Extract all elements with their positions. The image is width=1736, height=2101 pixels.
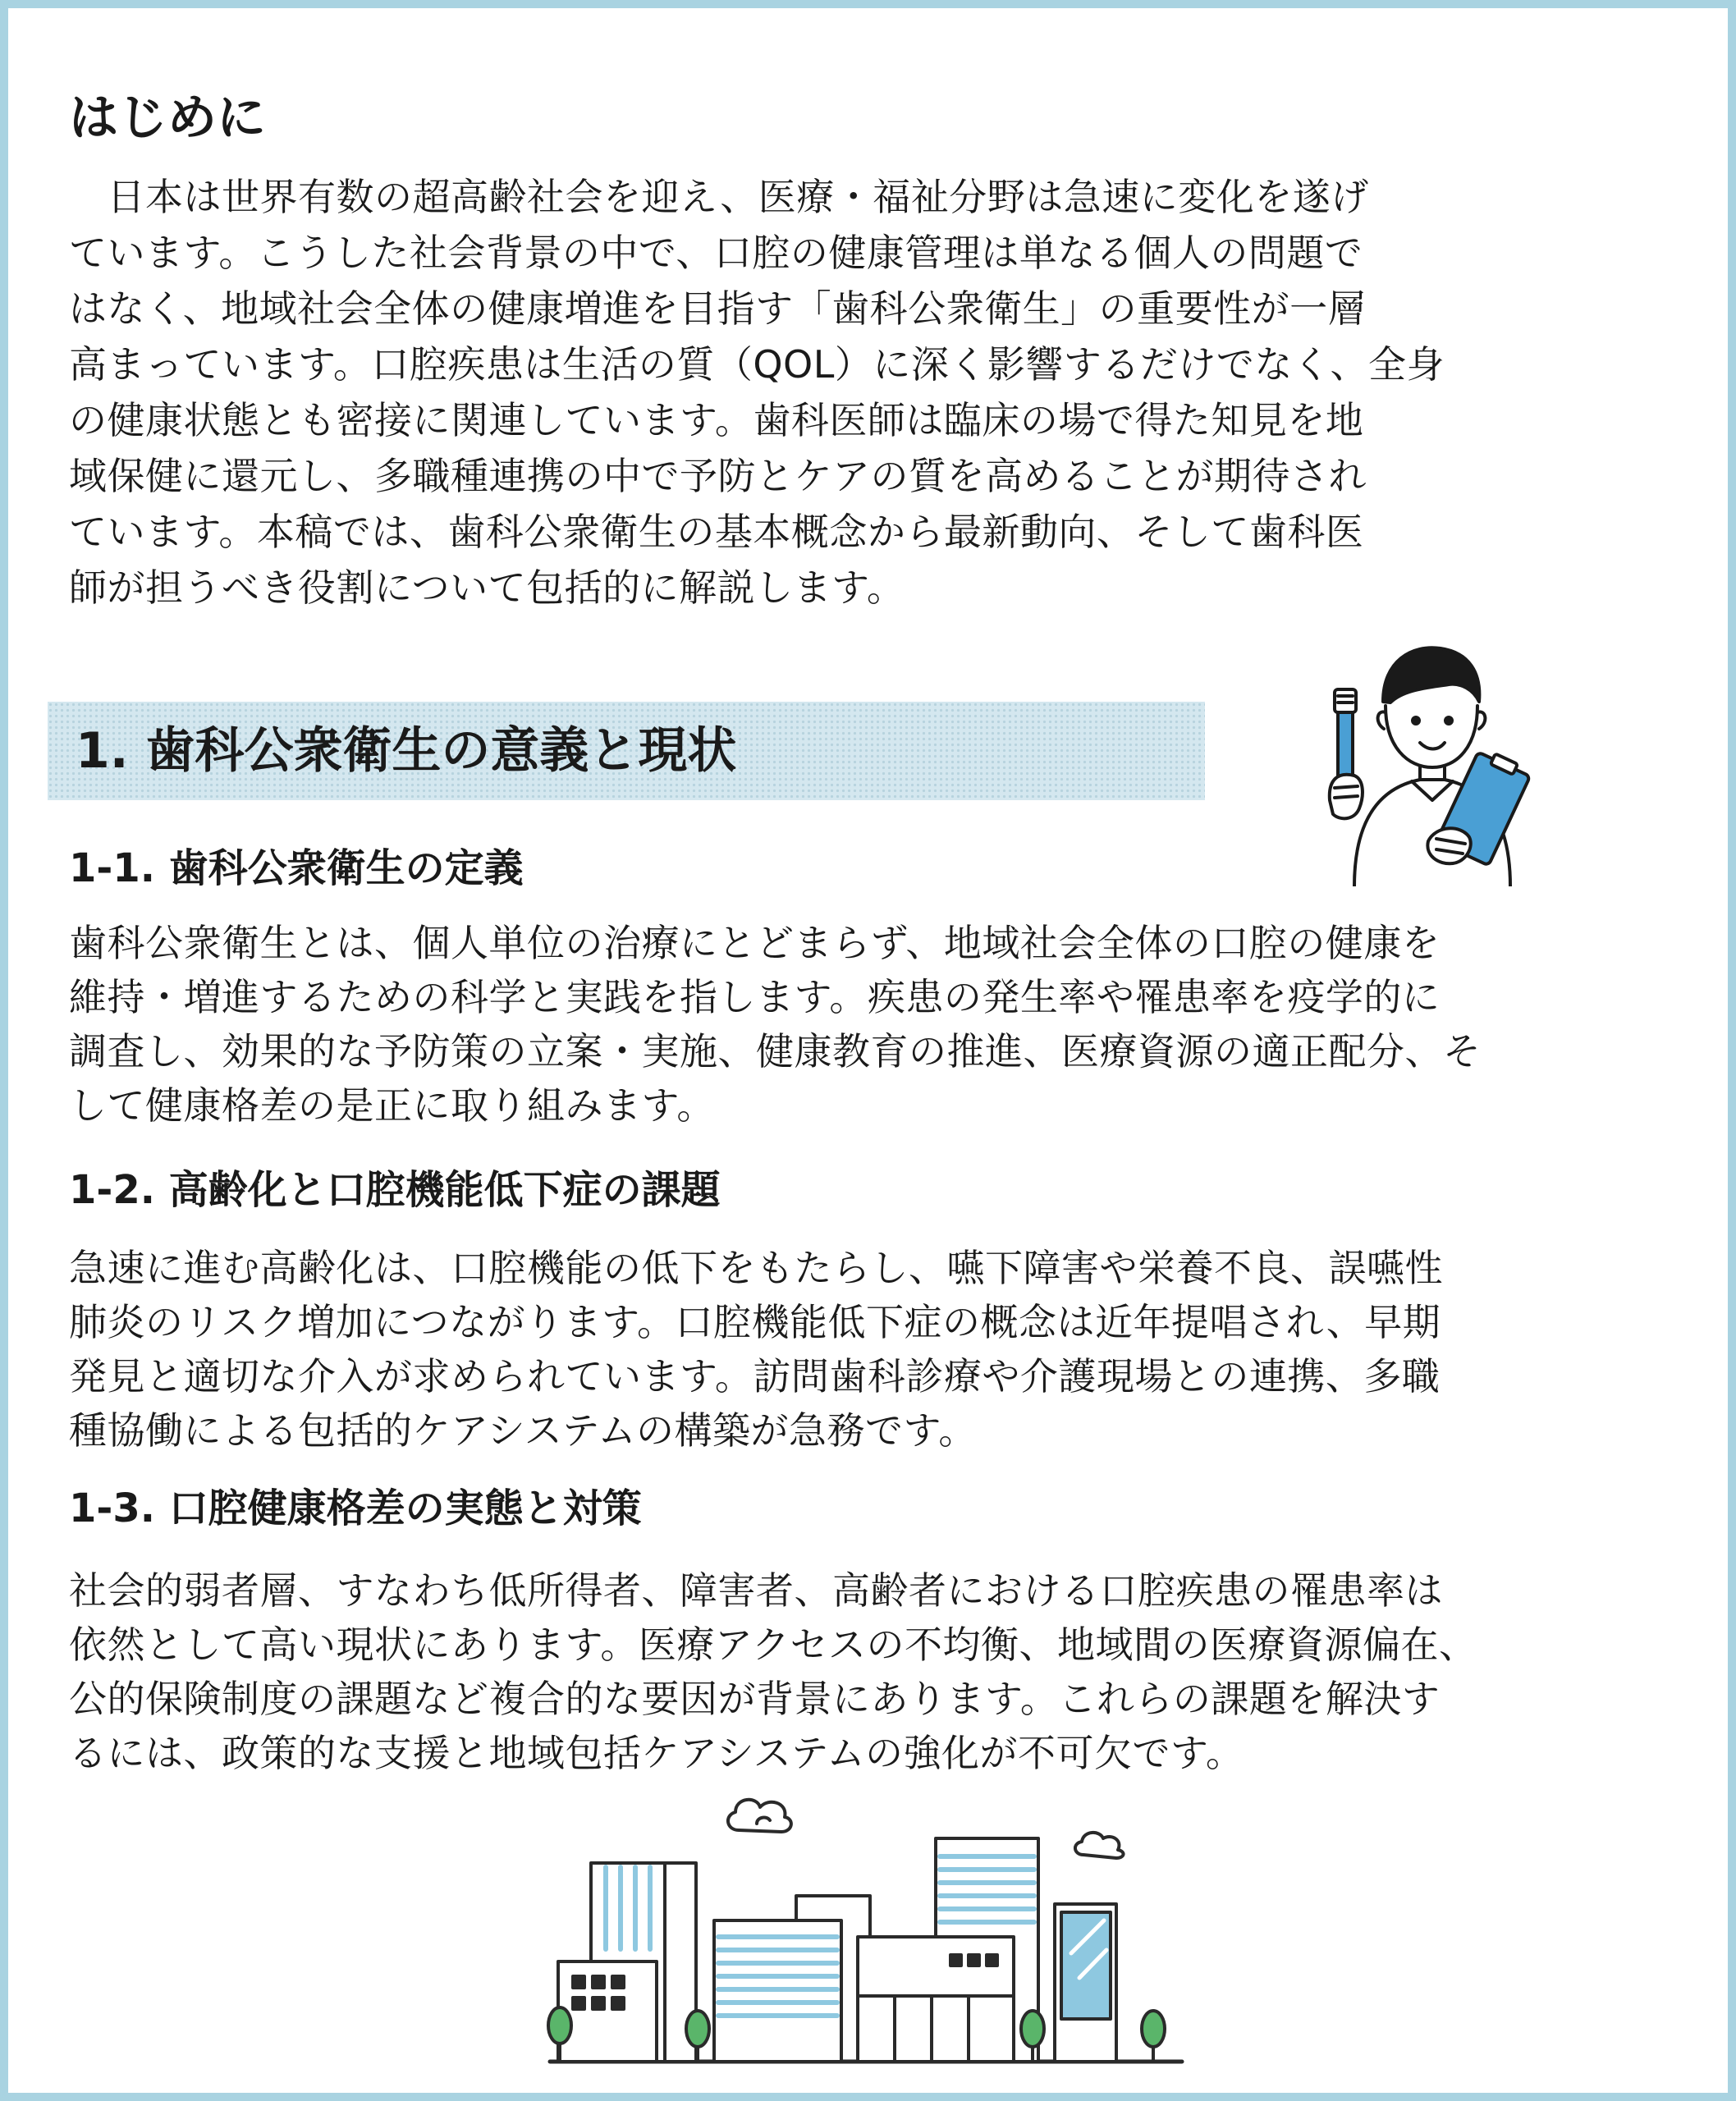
section-1-header-band	[48, 702, 1205, 800]
city-buildings-illustration	[542, 1765, 1190, 2076]
dentist-illustration	[1305, 624, 1551, 886]
subsection-1-2-text: 急速に進む高齢化は、口腔機能の低下をもたらし、嚥下障害や栄養不良、誤嚥性 肺炎のリスク増加につながります。口腔機能低下症の概念は近年提唱され、早期 発見と適切な介入が求められています。訪問歯科診療や介護現場との連携、多職 種協働による包括的ケアシステムの構築が急務です。	[69, 1246, 1443, 1453]
intro-paragraph: 日本は世界有数の超高齢社会を迎え、医療・福祉分野は急速に変化を遂げ ています。こうした社会背景の中で、口腔の健康管理は単なる個人の問題で はなく、地域社会全体の健康増進を目指す「歯科公衆衛生」の重要性が一層 高まっています。口腔疾患は生活の質（QOL）に深く影響するだけでなく、全身 の健康状態とも密接に関連しています。歯科医師は臨床の場で得た知見を地 域保健に還元し、多職種連携の中で予防とケアの質を高めることが期待され ています。本稿では、歯科公衆衛生の基本概念から最新動向、そして歯科医 師が担うべき役割について包括的に解説します。	[69, 175, 1445, 610]
subsection-1-3-heading: 1-3. 口腔健康格差の実態と対策	[69, 1485, 642, 1531]
section-1-title: 1. 歯科公衆衛生の意義と現状	[76, 722, 737, 780]
subsection-1-1-text: 歯科公衆衛生とは、個人単位の治療にとどまらず、地域社会全体の口腔の健康を 維持・増進するための科学と実践を指します。疾患の発生率や罹患率を疫学的に 調査し、効果的な予防策の立案・実施、健康教育の推進、医療資源の適正配分、そ して健康格差の是正に取り組みます。	[69, 921, 1482, 1128]
subsection-1-2-heading: 1-2. 高齢化と口腔機能低下症の課題	[69, 1167, 721, 1213]
subsection-1-3-text: 社会的弱者層、すなわち低所得者、障害者、高齢者における口腔疾患の罹患率は 依然として高い現状にあります。医療アクセスの不均衡、地域間の医療資源偏在、 公的保険制度の課題など複合的な要因が背景にあります。これらの課題を解決す るには、政策的な支援と地域包括ケアシステムの強化が不可欠です。	[69, 1568, 1477, 1775]
intro-heading: はじめに	[69, 89, 266, 147]
subsection-1-1-heading: 1-1. 歯科公衆衛生の定義	[69, 845, 524, 891]
